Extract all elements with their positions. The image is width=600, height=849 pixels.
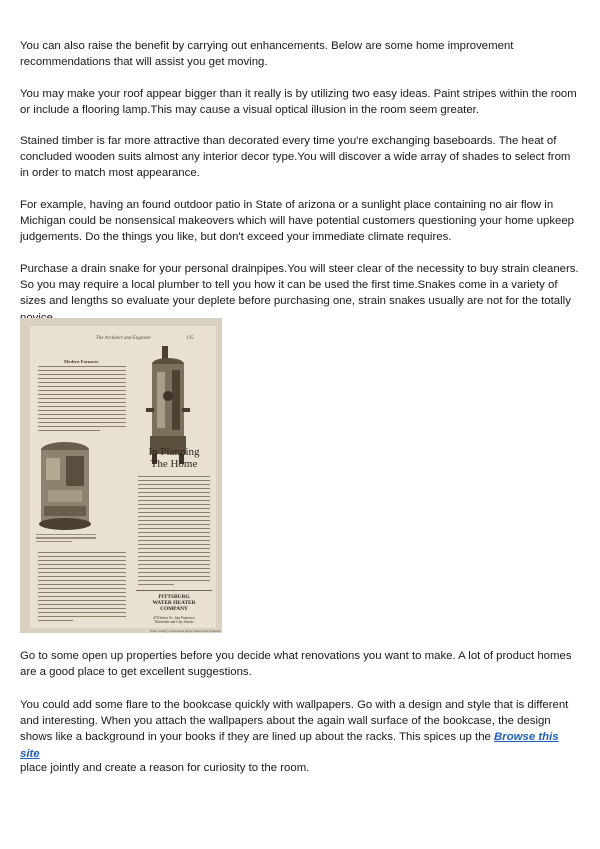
scan-footer: When writing to Advertisers please mention this magazine. bbox=[150, 629, 221, 633]
paragraph-intro: You can also raise the benefit by carrying out enhancements. Below are some home improvement recommendations that will assist you get moving. bbox=[20, 40, 514, 69]
ad-company-line-3: COMPANY bbox=[160, 606, 188, 613]
scan-page bbox=[30, 326, 221, 633]
scan-column-text-bottom bbox=[38, 552, 126, 624]
scanned-advertisement-image bbox=[20, 318, 222, 633]
ad-headline-line-1: In Planning bbox=[148, 446, 200, 458]
paragraph-curiosity: place jointly and create a reason for curiosity to the room. bbox=[20, 762, 310, 774]
ad-address bbox=[134, 616, 214, 625]
paragraph-patio: For example, having an found outdoor patio in State of arizona or a sunlight place containing no air flow in Michigan could be nonsensical makeovers which will have potential customers questioning your home upkeep judgements. Do the things you like, but don't exceed your immediate climate requires. bbox=[20, 199, 575, 244]
paragraph-bookcase bbox=[20, 697, 580, 762]
scan-subheading: Modern Furnaces bbox=[64, 359, 99, 364]
bookcase-text: You could add some flare to the bookcase quickly with wallpapers. Go with a design and style that is different and interesting. When you attach the wallpapers about the again wall surface of the bookcase, the design shows like a background in your books if they are lined up about the racks. This spices up the bbox=[20, 699, 569, 744]
furnace-caption bbox=[36, 534, 96, 544]
paragraph-roof: You may make your roof appear bigger than it really is by utilizing two easy ideas. Paint stripes within the room or include a flooring lamp.This may cause a visual optical illusion in the room seem greater. bbox=[20, 88, 577, 117]
ad-address-line-2: Thirteenth and Clay Streets bbox=[154, 620, 194, 625]
ad-company-line-1: PITTSBURG bbox=[158, 594, 190, 600]
ad-body-text bbox=[138, 476, 210, 588]
ad-headline bbox=[134, 446, 214, 470]
furnace-illustration bbox=[36, 440, 94, 532]
scan-running-header: The Architect and Engineer bbox=[96, 336, 152, 341]
paragraph-drain-snake: Purchase a drain snake for your personal drainpipes.You will steer clear of the necessity to buy strain cleaners. So you may require a local plumber to tell you how it can be used the first time.Snakes come in a variety of sizes and lengths so evaluate your deplete before purchasing one, strain snakes usually are not for the totally bbox=[20, 263, 579, 308]
ad-company-name bbox=[134, 594, 214, 613]
scan-column-text-top bbox=[38, 366, 126, 434]
paragraph-timber: Stained timber is far more attractive than decorated every time you're exchanging baseboards. The heat of concluded wooden suits almost any interior decor type.You will discover a wide array of shades to select from in order to match most appearance. bbox=[20, 135, 571, 180]
paragraph-open-houses: Go to some open up properties before you decide what renovations you want to make. A lot of product homes are a good place to get excellent suggestions. bbox=[20, 650, 572, 679]
ad-headline-line-2: The Home bbox=[150, 458, 198, 470]
scan-page-number: 135 bbox=[186, 336, 194, 341]
ad-company-line-2: WATER HEATER bbox=[152, 600, 196, 607]
ad-divider-top bbox=[136, 590, 212, 591]
browse-this-site-link[interactable]: Browse this site bbox=[20, 731, 559, 760]
ad-address-line-1: 478 Sutter St., San Francisco bbox=[153, 616, 195, 620]
